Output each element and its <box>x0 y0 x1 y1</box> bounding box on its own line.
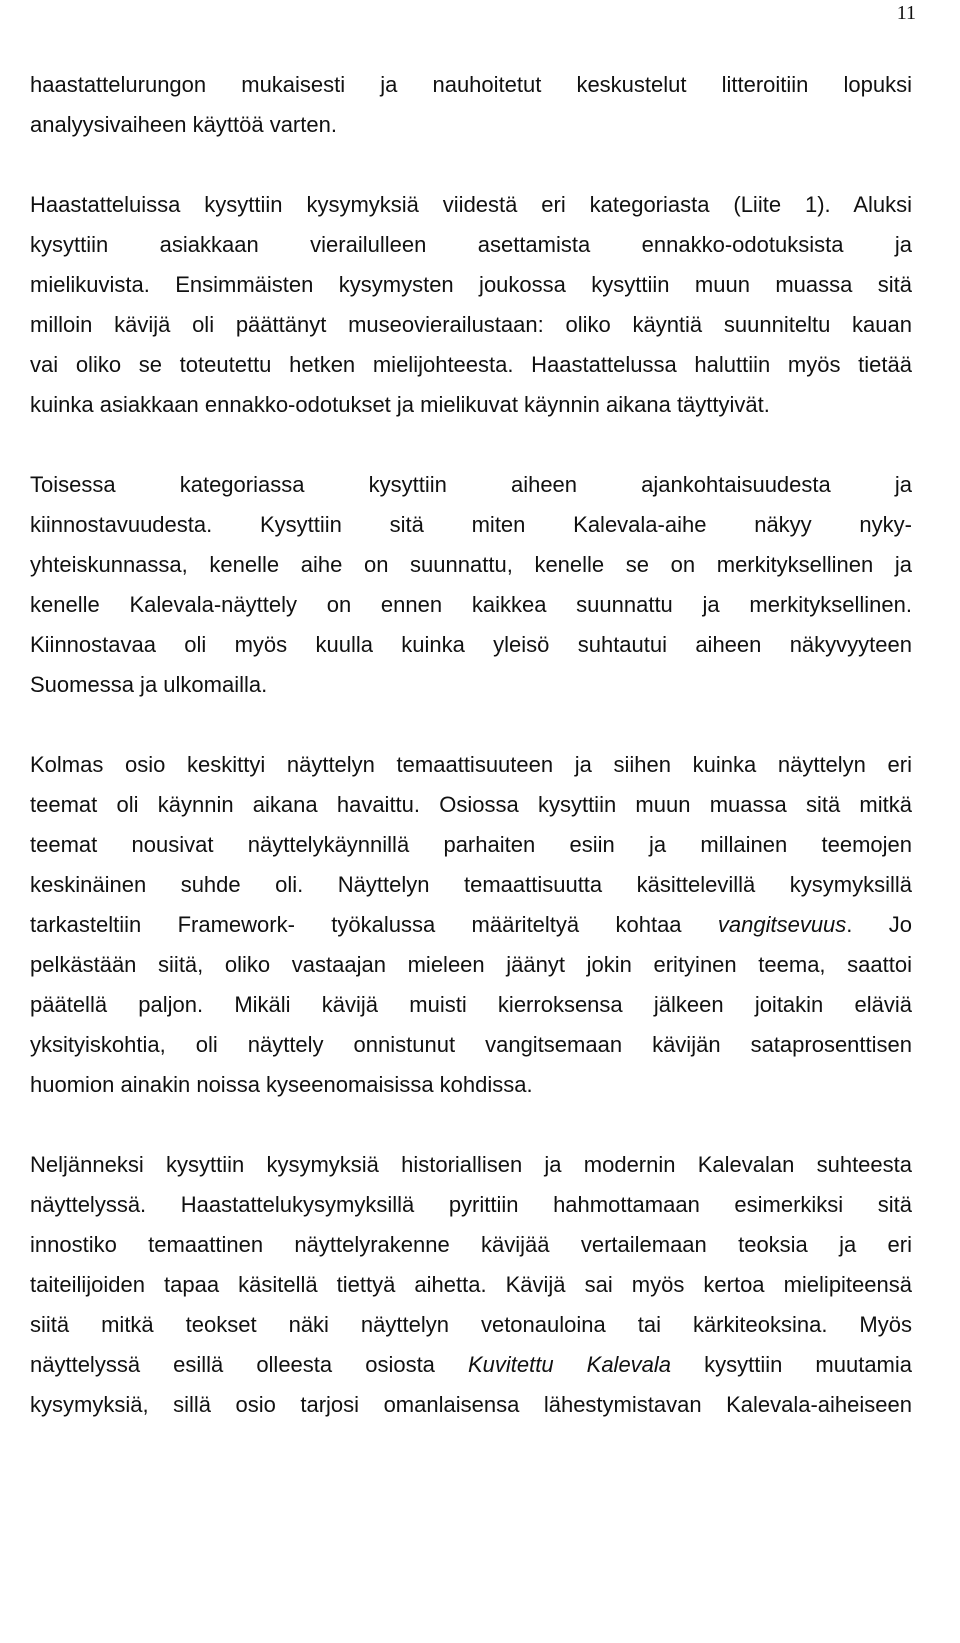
paragraph <box>30 465 912 705</box>
text-line: Haastatteluissa kysyttiin kysymyksiä viidestä eri kategoriasta (Liite 1). Aluksi <box>30 192 912 217</box>
text-line: Kiinnostavaa oli myös kuulla kuinka yleisö suhtautui aiheen näkyvyyteen <box>30 632 912 657</box>
text-line: Neljänneksi kysyttiin kysymyksiä historiallisen ja modernin Kalevalan suhteesta <box>30 1152 912 1177</box>
text-line: huomion ainakin noissa kyseenomaisissa kohdissa. <box>30 1072 533 1097</box>
page-number: 11 <box>896 2 916 24</box>
text-line <box>30 905 912 945</box>
italic-term: vangitsevuus <box>717 912 847 937</box>
text-line: Suomessa ja ulkomailla. <box>30 672 268 697</box>
text-segment: tarkasteltiin Framework- työkalussa määriteltyä kohtaa <box>30 912 718 937</box>
text-line: Kolmas osio keskittyi näyttelyn temaattisuuteen ja siihen kuinka näyttelyn eri <box>30 752 912 777</box>
text-line: pelkästään siitä, oliko vastaajan mieleen jäänyt jokin erityinen teema, saattoi <box>30 952 912 977</box>
text-line: innostiko temaattinen näyttelyrakenne kävijää vertailemaan teoksia ja eri <box>30 1232 912 1257</box>
text-line: taiteilijoiden tapaa käsitellä tiettyä aihetta. Kävijä sai myös kertoa mielipiteensä <box>30 1272 912 1297</box>
text-line: mielikuvista. Ensimmäisten kysymysten joukossa kysyttiin muun muassa sitä <box>30 272 912 297</box>
text-line: siitä mitkä teokset näki näyttelyn vetonauloina tai kärkiteoksina. Myös <box>30 1312 912 1337</box>
text-line: kuinka asiakkaan ennakko-odotukset ja mielikuvat käynnin aikana täyttyivät. <box>30 392 770 417</box>
text-line: kiinnostavuudesta. Kysyttiin sitä miten Kalevala-aihe näkyy nyky- <box>30 512 912 537</box>
text-line <box>30 1345 912 1385</box>
text-line: yhteiskunnassa, kenelle aihe on suunnattu, kenelle se on merkityksellinen ja <box>30 552 912 577</box>
text-line: keskinäinen suhde oli. Näyttelyn temaattisuutta käsittelevillä kysymyksillä <box>30 872 912 897</box>
text-line: näyttelyssä. Haastattelukysymyksillä pyrittiin hahmottamaan esimerkiksi sitä <box>30 1192 912 1217</box>
text-line: päätellä paljon. Mikäli kävijä muisti kierroksensa jälkeen joitakin eläviä <box>30 992 912 1017</box>
text-line: teemat nousivat näyttelykäynnillä parhaiten esiin ja millainen teemojen <box>30 832 912 857</box>
paragraph <box>30 65 912 145</box>
text-line: kysymyksiä, sillä osio tarjosi omanlaisensa lähestymistavan Kalevala-aiheiseen <box>30 1392 912 1417</box>
paragraph <box>30 1145 912 1425</box>
paragraph <box>30 745 912 1105</box>
text-line: milloin kävijä oli päättänyt museovierailustaan: oliko käyntiä suunniteltu kauan <box>30 312 912 337</box>
document-body <box>30 65 912 1465</box>
text-line: kenelle Kalevala-näyttely on ennen kaikkea suunnattu ja merkityksellinen. <box>30 592 912 617</box>
text-segment: näyttelyssä esillä olleesta osiosta <box>30 1352 468 1377</box>
text-line: analyysivaiheen käyttöä varten. <box>30 112 337 137</box>
text-line: yksityiskohtia, oli näyttely onnistunut vangitsemaan kävijän sataprosenttisen <box>30 1032 912 1057</box>
text-line: kysyttiin asiakkaan vierailulleen asettamista ennakko-odotuksista ja <box>30 232 912 257</box>
text-line: Toisessa kategoriassa kysyttiin aiheen ajankohtaisuudesta ja <box>30 472 912 497</box>
text-line: haastattelurungon mukaisesti ja nauhoitetut keskustelut litteroitiin lopuksi <box>30 72 912 97</box>
paragraph <box>30 185 912 425</box>
text-segment: kysyttiin muutamia <box>671 1352 912 1377</box>
text-line: vai oliko se toteutettu hetken mielijohteesta. Haastattelussa haluttiin myös tietää <box>30 352 912 377</box>
text-line: teemat oli käynnin aikana havaittu. Osiossa kysyttiin muun muassa sitä mitkä <box>30 792 912 817</box>
italic-term: Kuvitettu Kalevala <box>467 1352 672 1377</box>
text-segment: . Jo <box>846 912 912 937</box>
